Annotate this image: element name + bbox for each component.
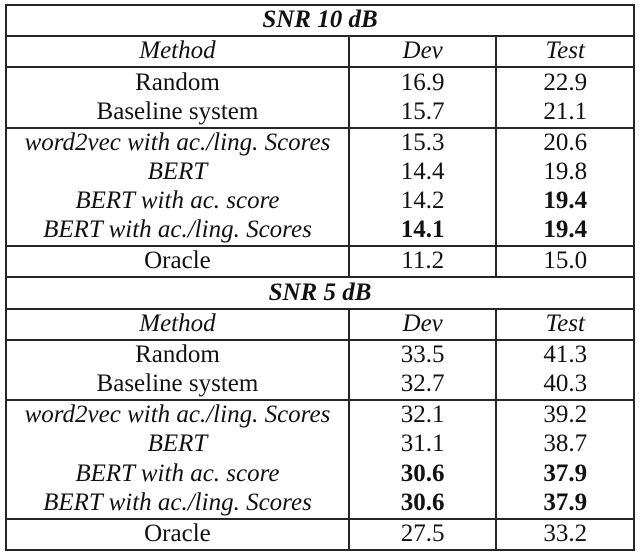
dev-cell: 15.3	[349, 128, 497, 158]
test-cell: 38.7	[496, 430, 634, 459]
method-cell: Random	[6, 340, 349, 370]
method-cell: Oracle	[6, 519, 349, 550]
col-header-method: Method	[6, 309, 349, 340]
col-header-test: Test	[496, 309, 634, 340]
method-cell: BERT	[147, 158, 208, 185]
dev-cell: 16.9	[349, 67, 497, 97]
method-cell: BERT	[147, 430, 208, 458]
dev-cell: 30.6	[349, 489, 497, 519]
row-snr10-word2vec	[6, 128, 634, 158]
dev-cell: 11.2	[349, 246, 497, 277]
dev-cell: 30.6	[349, 459, 497, 488]
method-cell: word2vec with ac./ling. Scores	[6, 128, 349, 158]
method-cell: BERT with ac./ling. Scores	[43, 488, 312, 516]
test-cell: 37.9	[496, 459, 634, 488]
row-snr10-bert-ac-ling-scores	[6, 216, 634, 246]
test-cell: 40.3	[496, 370, 634, 400]
test-cell: 37.9	[496, 489, 634, 519]
section-header-row	[6, 5, 634, 36]
test-cell: 33.2	[496, 519, 634, 550]
dev-cell: 33.5	[349, 340, 497, 370]
row-snr10-oracle	[6, 246, 634, 277]
section-header-row	[6, 277, 634, 308]
test-cell: 15.0	[496, 246, 634, 277]
method-cell: word2vec with ac./ling. Scores	[6, 400, 349, 430]
row-snr10-baseline-system	[6, 98, 634, 128]
results-table	[5, 4, 635, 551]
dev-cell: 15.7	[349, 98, 497, 128]
dev-cell: 14.2	[349, 187, 497, 216]
method-cell: Baseline system	[96, 97, 259, 125]
row-snr5-bert-ac-ling-scores	[6, 489, 634, 519]
test-cell: 20.6	[496, 128, 634, 158]
dev-cell: 27.5	[349, 519, 497, 550]
dev-cell: 14.4	[349, 158, 497, 187]
column-header-row	[6, 309, 634, 340]
section-title-snr-10db: SNR 10 dB	[262, 6, 378, 34]
row-snr5-random	[6, 340, 634, 370]
test-cell: 22.9	[496, 67, 634, 97]
col-header-dev: Dev	[349, 309, 497, 340]
method-cell: BERT with ac. score	[75, 459, 280, 487]
row-snr5-word2vec	[6, 400, 634, 430]
test-cell: 19.4	[496, 187, 634, 216]
row-snr5-bert-ac-score	[6, 459, 634, 488]
test-cell: 39.2	[496, 400, 634, 430]
test-cell: 19.4	[496, 216, 634, 246]
method-cell: Baseline system	[96, 370, 259, 398]
dev-cell: 14.1	[349, 216, 497, 246]
method-cell: Random	[6, 67, 349, 97]
col-header-method: Method	[6, 36, 349, 67]
dev-cell: 32.7	[349, 370, 497, 400]
method-cell: Oracle	[6, 246, 349, 277]
row-snr5-oracle	[6, 519, 634, 550]
row-snr10-bert	[6, 158, 634, 187]
test-cell: 19.8	[496, 158, 634, 187]
row-snr10-random	[6, 67, 634, 97]
section-title-snr-5db: SNR 5 dB	[6, 277, 634, 308]
test-cell: 21.1	[496, 98, 634, 128]
col-header-dev: Dev	[349, 36, 497, 67]
col-header-test: Test	[496, 36, 634, 67]
method-cell: BERT with ac./ling. Scores	[43, 216, 312, 244]
dev-cell: 31.1	[349, 430, 497, 459]
test-cell: 41.3	[496, 340, 634, 370]
column-header-row	[6, 36, 634, 67]
dev-cell: 32.1	[349, 400, 497, 430]
row-snr5-bert	[6, 430, 634, 459]
method-cell: BERT with ac. score	[75, 187, 280, 215]
row-snr5-baseline-system	[6, 370, 634, 400]
row-snr10-bert-ac-score	[6, 187, 634, 216]
